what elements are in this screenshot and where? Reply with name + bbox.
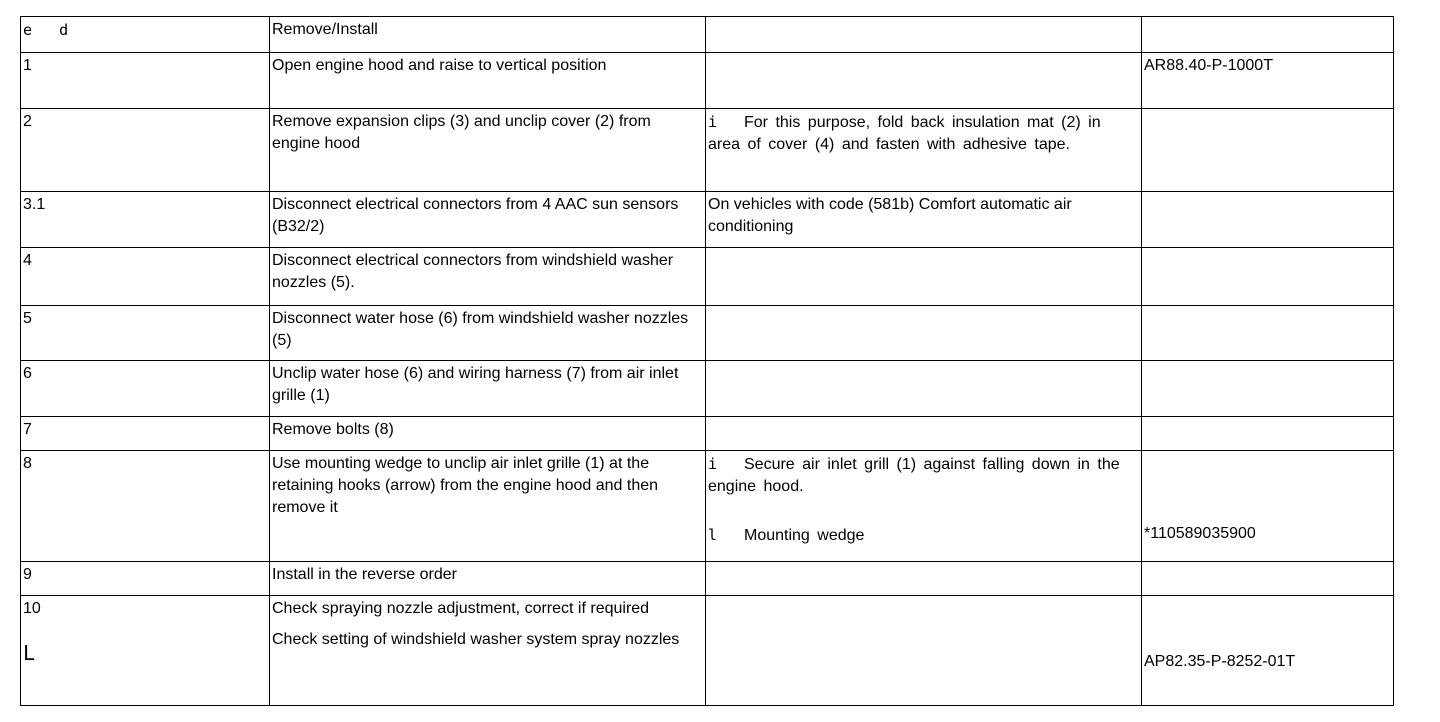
- action-text: Open engine hood and raise to vertical position: [272, 57, 607, 74]
- reference-cell: [1142, 596, 1394, 706]
- table-row: [21, 192, 1394, 248]
- table-row: [21, 306, 1394, 361]
- action-text: Check spraying nozzle adjustment, correct if required: [272, 600, 650, 617]
- note-cell: [706, 451, 1142, 562]
- table-row: [21, 596, 1394, 706]
- note-cell: [706, 361, 1142, 417]
- header-title-cell: [270, 17, 706, 53]
- step-number: 4: [23, 252, 32, 269]
- action-text: Remove expansion clips (3) and unclip cover (2) from engine hood: [272, 113, 651, 152]
- info-icon: i: [708, 113, 718, 131]
- note-text: For this purpose, fold back insulation mat (2) in area of cover (4) and fasten with adhesive tape.: [708, 114, 1101, 153]
- step-number-cell: [21, 53, 270, 109]
- action-text: Install in the reverse order: [272, 566, 457, 583]
- tool-line: [708, 524, 1139, 547]
- step-number-cell: [21, 192, 270, 248]
- header-symbols: e d: [23, 21, 69, 39]
- reference-cell: [1142, 53, 1394, 109]
- table-header-row: [21, 17, 1394, 53]
- table-row: [21, 248, 1394, 306]
- reference-cell: [1142, 417, 1394, 451]
- step-number: 10: [23, 600, 41, 617]
- reference-cell: [1142, 248, 1394, 306]
- note-cell: [706, 417, 1142, 451]
- action-cell: [270, 109, 706, 192]
- note-cell: [706, 248, 1142, 306]
- step-number: 2: [23, 113, 32, 130]
- reference-cell: [1142, 109, 1394, 192]
- reference-cell: [1142, 451, 1394, 562]
- header-ref-cell: [1142, 17, 1394, 53]
- step-number-cell: [21, 109, 270, 192]
- action-text: Unclip water hose (6) and wiring harness (7) from air inlet grille (1): [272, 365, 679, 404]
- table-row: [21, 451, 1394, 562]
- info-icon: i: [708, 455, 718, 473]
- note-text: Secure air inlet grill (1) against falling down in the engine hood.: [708, 456, 1120, 495]
- action-cell: [270, 248, 706, 306]
- step-number: 6: [23, 365, 32, 382]
- step-number: 8: [23, 455, 32, 472]
- note-cell: [706, 562, 1142, 596]
- action-cell: [270, 417, 706, 451]
- step-number: 5: [23, 310, 32, 327]
- step-number-cell: [21, 451, 270, 562]
- action-cell: [270, 451, 706, 562]
- note-text-block: [708, 111, 1139, 156]
- action-text: Use mounting wedge to unclip air inlet grille (1) at the retaining hooks (arrow) from the engine hood and then remove it: [272, 455, 659, 516]
- table-row: [21, 53, 1394, 109]
- note-text-block: [708, 453, 1139, 498]
- step-number: 1: [23, 57, 32, 74]
- table-row: [21, 109, 1394, 192]
- tool-text: Mounting wedge: [744, 527, 865, 544]
- table-row: [21, 417, 1394, 451]
- note-cell: [706, 306, 1142, 361]
- step-number-cell: [21, 361, 270, 417]
- step-number-cell: [21, 248, 270, 306]
- reference-text: *110589035900: [1144, 525, 1256, 542]
- action-cell: [270, 596, 706, 706]
- header-symbol-cell: [21, 17, 270, 53]
- reference-cell: [1142, 192, 1394, 248]
- reference-cell: [1142, 306, 1394, 361]
- step-number-cell: [21, 596, 270, 706]
- action-text: Remove bolts (8): [272, 421, 394, 438]
- step-number-cell: [21, 417, 270, 451]
- table-row: [21, 361, 1394, 417]
- action-text-secondary: Check setting of windshield washer system spray nozzles: [272, 631, 680, 648]
- reference-text: AR88.40-P-1000T: [1144, 57, 1273, 74]
- note-cell: [706, 109, 1142, 192]
- reference-text: AP82.35-P-8252-01T: [1144, 653, 1296, 670]
- action-cell: [270, 306, 706, 361]
- procedure-table: [20, 16, 1394, 706]
- header-title: Remove/Install: [272, 21, 378, 38]
- procedure-table-wrapper: [20, 16, 1393, 706]
- tool-icon: l: [708, 526, 718, 544]
- note-cell: [706, 53, 1142, 109]
- action-cell: [270, 53, 706, 109]
- header-note-cell: [706, 17, 1142, 53]
- step-number: 7: [23, 421, 32, 438]
- step-number-cell: [21, 306, 270, 361]
- action-cell: [270, 562, 706, 596]
- action-cell: [270, 192, 706, 248]
- note-text: On vehicles with code (581b) Comfort automatic air conditioning: [708, 196, 1072, 235]
- reference-cell: [1142, 361, 1394, 417]
- check-icon: L: [23, 641, 36, 665]
- table-row: [21, 562, 1394, 596]
- step-number: 9: [23, 566, 32, 583]
- step-number-cell: [21, 562, 270, 596]
- note-cell: [706, 596, 1142, 706]
- action-cell: [270, 361, 706, 417]
- action-text: Disconnect electrical connectors from 4 AAC sun sensors (B32/2): [272, 196, 679, 235]
- reference-cell: [1142, 562, 1394, 596]
- action-text: Disconnect electrical connectors from windshield washer nozzles (5).: [272, 252, 674, 291]
- action-text: Disconnect water hose (6) from windshield washer nozzles (5): [272, 310, 689, 349]
- step-number: 3.1: [23, 196, 46, 213]
- note-cell: [706, 192, 1142, 248]
